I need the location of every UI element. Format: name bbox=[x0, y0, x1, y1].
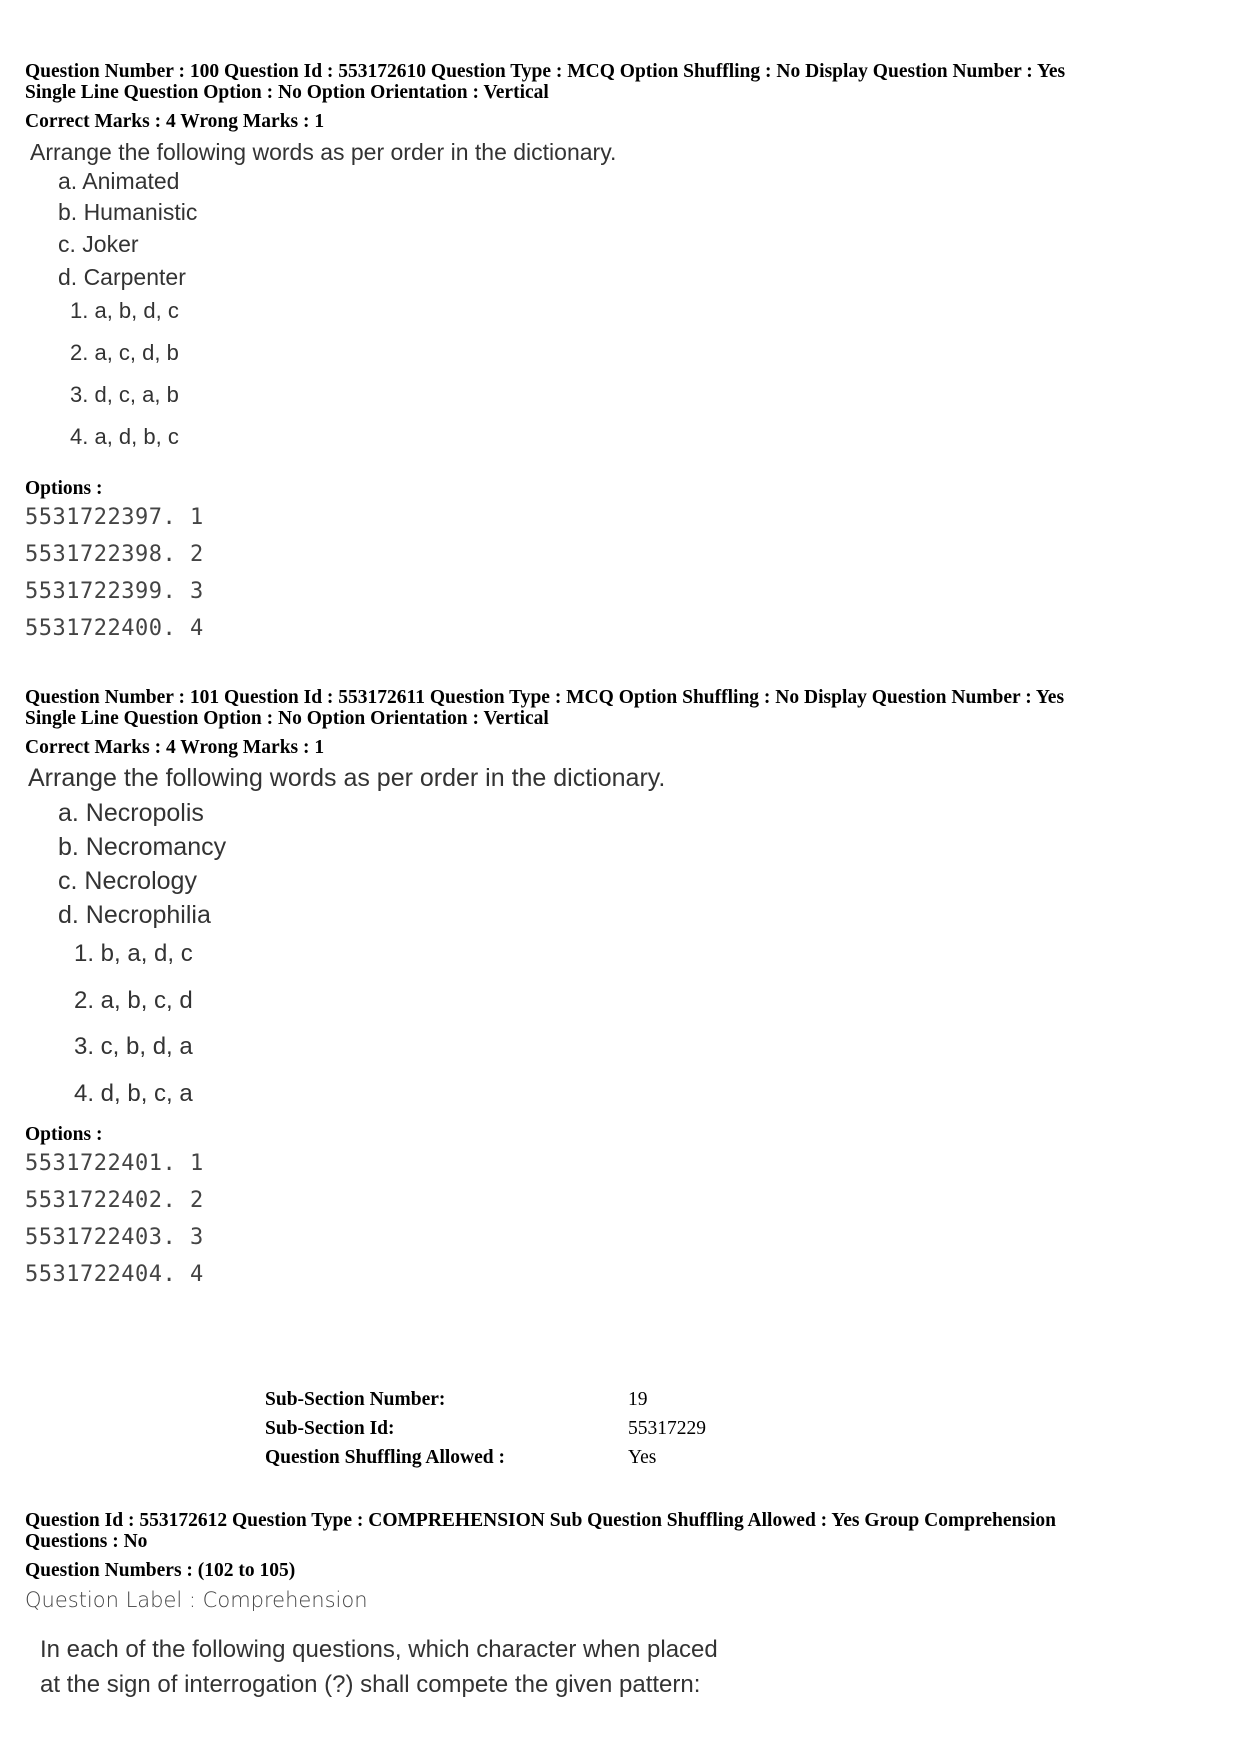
subsection-number-label: Sub-Section Number: bbox=[265, 1389, 446, 1410]
q100-marks: Correct Marks : 4 Wrong Marks : 1 bbox=[25, 111, 325, 132]
q100-choice: 1. a, b, d, c bbox=[70, 298, 179, 323]
q100-option: 5531722398. 2 bbox=[25, 542, 204, 567]
q100-item: a. Animated bbox=[58, 168, 180, 194]
q100-item: c. Joker bbox=[58, 231, 139, 257]
subsection-id-label: Sub-Section Id: bbox=[265, 1418, 395, 1439]
q101-item: b. Necromancy bbox=[58, 833, 227, 861]
q101-meta-line2: Single Line Question Option : No Option Orientation : Vertical bbox=[25, 708, 549, 729]
comprehension-text-line1: In each of the following questions, which character when placed bbox=[40, 1636, 718, 1663]
q100-question-text: Arrange the following words as per order in the dictionary. bbox=[30, 139, 617, 165]
q101-marks: Correct Marks : 4 Wrong Marks : 1 bbox=[25, 737, 325, 758]
q100-meta-line2: Single Line Question Option : No Option Orientation : Vertical bbox=[25, 82, 549, 103]
q100-choice: 2. a, c, d, b bbox=[70, 340, 179, 365]
q101-choice: 3. c, b, d, a bbox=[74, 1033, 193, 1060]
q101-option: 5531722403. 3 bbox=[25, 1225, 204, 1250]
q100-meta-line1: Question Number : 100 Question Id : 553172610 Question Type : MCQ Option Shuffling : No Display Question Number : Yes bbox=[25, 61, 1066, 82]
q100-item: d. Carpenter bbox=[58, 264, 186, 290]
q101-item: d. Necrophilia bbox=[58, 901, 211, 929]
q100-options-label: Options : bbox=[25, 478, 103, 499]
comprehension-meta-line1: Question Id : 553172612 Question Type : COMPREHENSION Sub Question Shuffling Allowed : Yes Group Comprehension bbox=[25, 1510, 1056, 1531]
question-shuffling-value: Yes bbox=[628, 1447, 657, 1468]
q101-choice: 2. a, b, c, d bbox=[74, 987, 193, 1014]
q101-item: a. Necropolis bbox=[58, 799, 204, 827]
q100-option: 5531722397. 1 bbox=[25, 505, 204, 530]
subsection-id-value: 55317229 bbox=[628, 1418, 706, 1439]
q101-options-label: Options : bbox=[25, 1124, 103, 1145]
q100-option: 5531722400. 4 bbox=[25, 616, 204, 641]
q101-item: c. Necrology bbox=[58, 867, 197, 895]
question-shuffling-label: Question Shuffling Allowed : bbox=[265, 1447, 506, 1468]
q101-question-text: Arrange the following words as per order in the dictionary. bbox=[28, 764, 666, 792]
q100-option: 5531722399. 3 bbox=[25, 579, 204, 604]
q101-choice: 1. b, a, d, c bbox=[74, 940, 193, 967]
comprehension-text-line2: at the sign of interrogation (?) shall compete the given pattern: bbox=[40, 1671, 701, 1698]
q101-choice: 4. d, b, c, a bbox=[74, 1080, 193, 1107]
q101-option: 5531722402. 2 bbox=[25, 1188, 204, 1213]
comprehension-question-numbers: Question Numbers : (102 to 105) bbox=[25, 1560, 296, 1581]
q101-option: 5531722404. 4 bbox=[25, 1262, 204, 1287]
subsection-number-value: 19 bbox=[628, 1389, 648, 1410]
comprehension-label: Question Label : Comprehension bbox=[25, 1588, 368, 1612]
q100-choice: 4. a, d, b, c bbox=[70, 424, 179, 449]
q100-item: b. Humanistic bbox=[58, 199, 198, 225]
q101-meta-line1: Question Number : 101 Question Id : 553172611 Question Type : MCQ Option Shuffling : No Display Question Number : Yes bbox=[25, 687, 1065, 708]
q100-choice: 3. d, c, a, b bbox=[70, 382, 179, 407]
comprehension-meta-line2: Questions : No bbox=[25, 1531, 148, 1552]
q101-option: 5531722401. 1 bbox=[25, 1151, 204, 1176]
